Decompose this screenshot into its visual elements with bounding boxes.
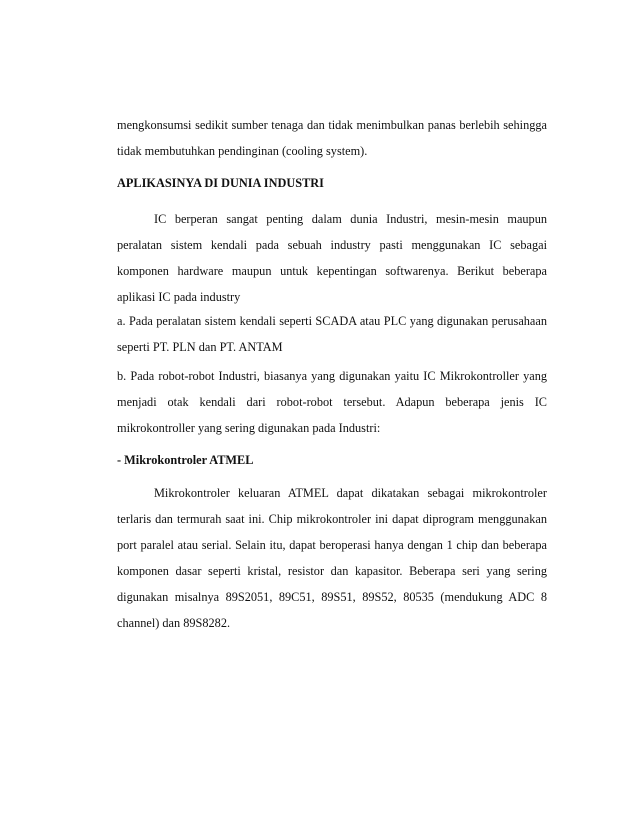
subsection-heading-atmel: - Mikrokontroler ATMEL bbox=[117, 453, 254, 467]
section-heading-aplikasi: APLIKASINYA DI DUNIA INDUSTRI bbox=[117, 176, 324, 190]
paragraph-continuation: mengkonsumsi sedikit sumber tenaga dan tidak menimbulkan panas berlebih sehingga tidak membutuhkan pendinginan (cooling system). bbox=[117, 118, 547, 158]
list-item-b: b. Pada robot-robot Industri, biasanya yang digunakan yaitu IC Mikrokontroller yang menjadi otak kendali dari robot-robot tersebut. Adapun beberapa jenis IC mikrokontroller yang sering digunakan pada Industri: bbox=[117, 369, 547, 435]
paragraph-ic-role: IC berperan sangat penting dalam dunia Industri, mesin-mesin maupun peralatan sistem kendali pada sebuah industry pasti menggunakan IC sebagai komponen hardware maupun untuk kepentingan softwarenya. Berikut beberapa aplikasi IC pada industry bbox=[117, 212, 547, 304]
paragraph-atmel: Mikrokontroler keluaran ATMEL dapat dikatakan sebagai mikrokontroler terlaris dan termurah saat ini. Chip mikrokontroler ini dapat diprogram menggunakan port paralel atau serial. Selain itu, dapat beroperasi hanya dengan 1 chip dan beberapa komponen dasar seperti kristal, resistor dan kapasitor. Beberapa seri yang sering digunakan misalnya 89S2051, 89C51, 89S51, 89S52, 80535 (mendukung ADC 8 channel) dan 89S8282. bbox=[117, 486, 547, 630]
list-item-a: a. Pada peralatan sistem kendali seperti SCADA atau PLC yang digunakan perusahaan seperti PT. PLN dan PT. ANTAM bbox=[117, 314, 547, 354]
